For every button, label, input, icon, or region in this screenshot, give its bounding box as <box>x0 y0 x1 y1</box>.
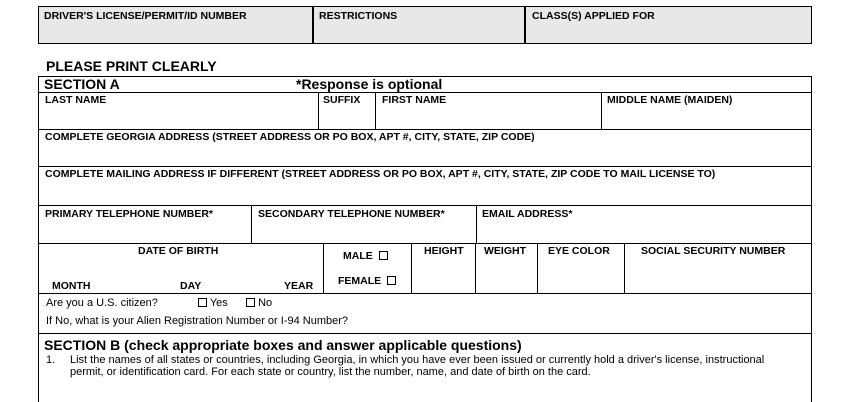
question-1-line-2: permit, or identification card. For each state or country, list the number, name, and date of birth on the card. <box>70 366 591 378</box>
month-label: MONTH <box>52 280 91 292</box>
row-rule <box>38 243 812 244</box>
suffix-label: SUFFIX <box>323 94 361 106</box>
date-of-birth-label: DATE OF BIRTH <box>138 245 219 257</box>
citizen-yes: Yes <box>198 297 228 310</box>
female-label: FEMALE <box>338 275 396 287</box>
section-a-title: SECTION A <box>44 76 120 92</box>
yes-checkbox[interactable] <box>198 298 207 307</box>
classes-box[interactable] <box>525 6 812 44</box>
alien-registration-question: If No, what is your Alien Registration Number or I-94 Number? <box>46 315 349 327</box>
section-a-header-rule <box>38 92 812 93</box>
first-name-label: FIRST NAME <box>382 94 447 106</box>
question-1-line-1: List the names of all states or countries, including Georgia, in which you have ever been issued or currently hold a driver's license, instructional <box>70 354 765 366</box>
divider <box>537 243 538 293</box>
ssn-label: SOCIAL SECURITY NUMBER <box>641 245 786 257</box>
male-checkbox[interactable] <box>379 251 388 260</box>
last-name-label: LAST NAME <box>45 94 107 106</box>
divider <box>251 205 252 243</box>
row-rule <box>38 166 812 167</box>
georgia-address-label: COMPLETE GEORGIA ADDRESS (STREET ADDRESS OR PO BOX, APT #, CITY, STATE, ZIP CODE) <box>45 131 535 143</box>
row-rule <box>38 129 812 130</box>
no-checkbox[interactable] <box>246 298 255 307</box>
divider <box>475 243 476 293</box>
restrictions-label: RESTRICTIONS <box>319 10 398 22</box>
row-rule <box>38 205 812 206</box>
divider <box>476 205 477 243</box>
female-checkbox[interactable] <box>387 276 396 285</box>
weight-label: WEIGHT <box>484 245 526 257</box>
classes-label: CLASS(S) APPLIED FOR <box>532 10 655 22</box>
divider <box>601 92 602 129</box>
male-label: MALE <box>343 250 388 262</box>
secondary-phone-label: SECONDARY TELEPHONE NUMBER* <box>258 208 445 220</box>
divider <box>624 243 625 293</box>
eye-color-label: EYE COLOR <box>548 245 610 257</box>
citizen-question: Are you a U.S. citizen? <box>46 297 158 309</box>
year-label: YEAR <box>284 280 314 292</box>
middle-name-label: MIDDLE NAME (MAIDEN) <box>607 94 733 106</box>
license-number-label: DRIVER'S LICENSE/PERMIT/ID NUMBER <box>44 10 247 22</box>
height-label: HEIGHT <box>424 245 464 257</box>
divider <box>318 92 319 129</box>
row-rule <box>38 293 812 294</box>
print-clearly-heading: PLEASE PRINT CLEARLY <box>46 58 217 74</box>
section-rule <box>38 333 812 334</box>
mailing-address-label: COMPLETE MAILING ADDRESS IF DIFFERENT (STREET ADDRESS OR PO BOX, APT #, CITY, STATE, ZIP CODE TO MAIL LICENSE TO) <box>45 168 716 180</box>
optional-note: *Response is optional <box>296 76 443 92</box>
restrictions-box[interactable] <box>313 6 525 44</box>
question-1-number: 1. <box>46 354 56 366</box>
day-label: DAY <box>180 280 202 292</box>
section-b-title: SECTION B (check appropriate boxes and answer applicable questions) <box>44 337 522 353</box>
primary-phone-label: PRIMARY TELEPHONE NUMBER* <box>45 208 214 220</box>
email-label: EMAIL ADDRESS* <box>482 208 573 220</box>
divider <box>375 92 376 129</box>
divider <box>323 243 324 293</box>
citizen-no: No <box>246 297 272 310</box>
license-number-box[interactable] <box>38 6 313 44</box>
divider <box>411 243 412 293</box>
